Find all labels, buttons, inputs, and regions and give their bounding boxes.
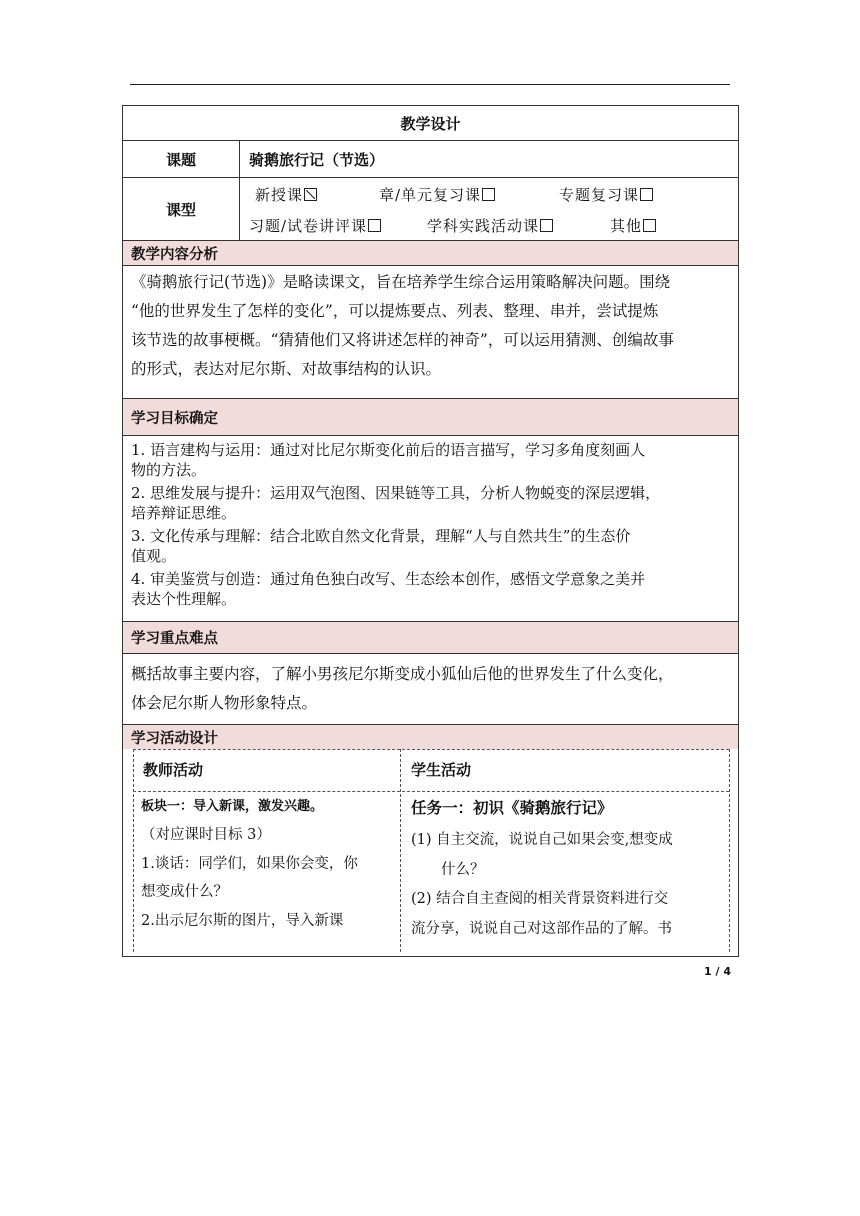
lesson-plan-table xyxy=(122,105,739,957)
student-activity-text: (1) 自主交流，说说自己如果会变,想变成 什么？ (2) 结合自主查阅的相关背景资料进行交 流分享，说说自己对这部作品的了解。书 xyxy=(411,832,673,937)
checkbox-icon[interactable] xyxy=(368,219,381,232)
key-points-text: 概括故事主要内容，了解小男孩尼尔斯变成小狐仙后他的世界发生了什么变化， 体会尼尔斯人物形象特点。 xyxy=(131,665,674,712)
lesson-type-options xyxy=(239,178,738,240)
table-title: 教学设计 xyxy=(123,106,738,141)
teacher-activity-text: （对应课时目标 3） 1.谈话：同学们，如果你会变，你 想变成什么？ 2.出示尼尔斯的图片，导入新课 xyxy=(141,827,358,929)
goals-body xyxy=(123,436,738,622)
checkbox-icon[interactable] xyxy=(640,188,653,201)
page-number: 1 / 4 xyxy=(704,965,731,978)
activities-heading: 学习活动设计 xyxy=(123,725,738,749)
checkbox-icon[interactable] xyxy=(540,219,553,232)
teacher-activity-header: 教师活动 xyxy=(143,761,204,779)
option-other[interactable]: 其他 xyxy=(610,215,656,236)
checkbox-icon[interactable] xyxy=(643,219,656,232)
student-task-title: 任务一：初识《骑鹅旅行记》 xyxy=(411,798,613,817)
goals-heading: 学习目标确定 xyxy=(123,399,738,436)
content-analysis-heading: 教学内容分析 xyxy=(123,241,738,266)
content-analysis-text: 《骑鹅旅行记(节选)》是略读课文，旨在培养学生综合运用策略解决问题。围绕 “他的世界发生了怎样的变化”，可以提炼要点、列表、整理、串并，尝试提炼 该节选的故事梗概。“猜猜他们又将讲述怎样的神奇”，可以运用猜测、创编故事 的形式，表达对尼尔斯、对故事结构的认识。 xyxy=(131,273,674,378)
teacher-block-title: 板块一：导入新课，激发兴趣。 xyxy=(141,799,324,814)
option-exercise-review[interactable]: 习题/试卷讲评课 xyxy=(249,215,381,236)
key-points-body xyxy=(123,654,738,725)
option-new-lesson[interactable]: 新授课 xyxy=(255,184,317,205)
goals-text: 1. 语言建构与运用：通过对比尼尔斯变化前后的语言描写，学习多角度刻画人 物的方法。 2. 思维发展与提升：运用双气泡图、因果链等工具，分析人物蜕变的深层逻辑， 培养辩证思维。 3. 文化传承与理解：结合北欧自然文化背景，理解“人与自然共生”的生态价 值观。 4. 审美鉴赏与创造：通过角色独白改写、生态绘本创作，感悟文学意象之美并 表达个性理解。 xyxy=(131,441,661,608)
student-activity-header: 学生活动 xyxy=(411,761,472,779)
checkbox-icon[interactable] xyxy=(482,188,495,201)
checkbox-icon[interactable] xyxy=(304,188,317,201)
topic-row xyxy=(123,141,738,178)
option-topic-review[interactable]: 专题复习课 xyxy=(559,184,653,205)
header-rule xyxy=(130,84,730,85)
lesson-type-row xyxy=(123,178,738,241)
option-practice[interactable]: 学科实践活动课 xyxy=(427,215,553,236)
topic-label: 课题 xyxy=(123,141,240,177)
key-points-heading: 学习重点难点 xyxy=(123,622,738,654)
option-unit-review[interactable]: 章/单元复习课 xyxy=(379,184,495,205)
lesson-type-label: 课型 xyxy=(123,178,240,240)
topic-value: 骑鹅旅行记（节选） xyxy=(249,150,385,169)
content-analysis-body xyxy=(123,266,738,399)
activities-table xyxy=(133,749,729,952)
